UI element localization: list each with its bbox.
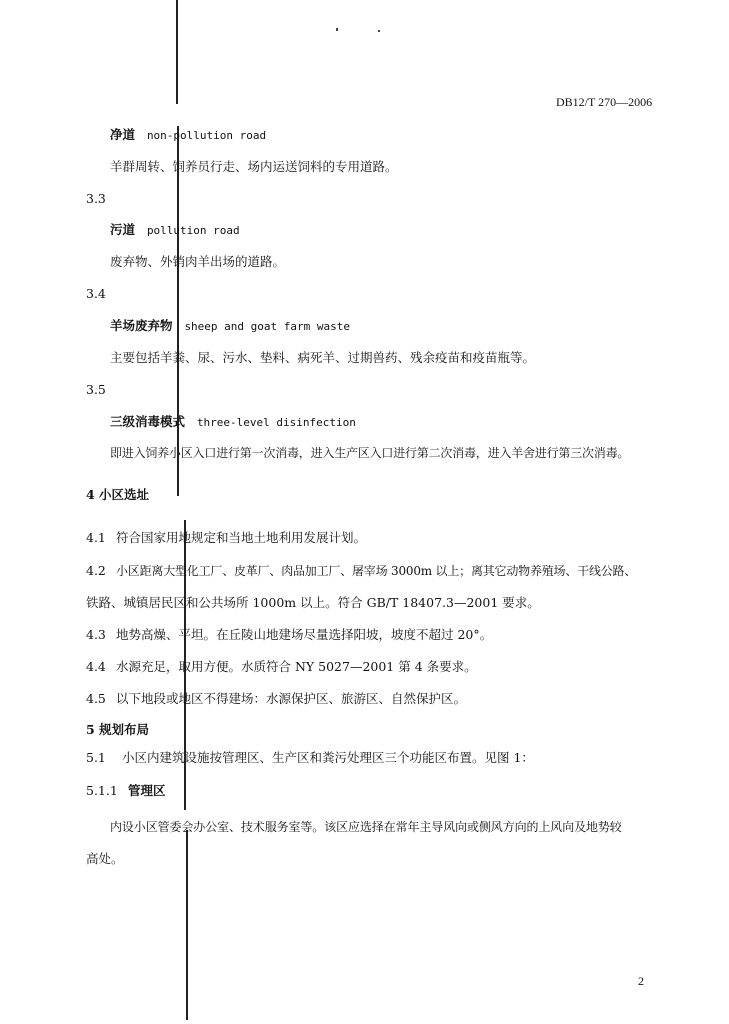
standard-code: DB12/T 270—2006 <box>556 95 653 109</box>
clause-number: 3.5 <box>86 382 106 397</box>
clause-number: 4.1 <box>86 530 106 545</box>
term-zh: 羊场废弃物 <box>110 318 173 333</box>
clause-text: 小区距离大型化工厂、皮革厂、肉品加工厂、屠宰场 3000m 以上；离其它动物养殖场、干线公路、 <box>116 564 637 578</box>
clause-number: 3.4 <box>86 286 106 301</box>
term-definition: 即进入饲养小区入口进行第一次消毒，进入生产区入口进行第二次消毒，进入羊舍进行第三次消毒。 <box>110 446 630 460</box>
term-definition: 废弃物、外销肉羊出场的道路。 <box>110 254 286 269</box>
clause-text: 小区内建筑设施按管理区、生产区和粪污处理区三个功能区布置。见图 1： <box>122 750 534 765</box>
clause-number: 3.3 <box>86 191 106 206</box>
term-definition: 羊群周转、饲养员行走、场内运送饲料的专用道路。 <box>110 159 398 174</box>
scan-dot-artifact <box>336 28 338 31</box>
term-definition: 主要包括羊粪、尿、污水、垫料、病死羊、过期兽药、残余疫苗和疫苗瓶等。 <box>110 350 536 365</box>
clause-text: 水源充足，取用方便。水质符合 NY 5027—2001 第 4 条要求。 <box>116 659 477 674</box>
term-zh: 净道 <box>110 127 136 142</box>
clause-number: 4.2 <box>86 563 106 578</box>
clause-number: 5.1 <box>86 750 106 765</box>
term-zh: 污道 <box>110 222 136 237</box>
term-zh: 三级消毒模式 <box>110 414 186 429</box>
clause-text-continued: 铁路、城镇居民区和公共场所 1000m 以上。符合 GB/T 18407.3—2001 要求。 <box>86 595 540 610</box>
scan-dot-artifact <box>378 30 380 32</box>
term-title <box>110 318 350 335</box>
clause-number: 5.1.1 <box>86 783 118 798</box>
clause-number: 4.5 <box>86 691 106 706</box>
page-number: 2 <box>638 974 644 988</box>
clause-text: 内设小区管委会办公室、技术服务室等。该区应选择在常年主导风向或侧风方向的上风向及地势较 <box>110 820 622 834</box>
term-en: three-level disinfection <box>196 416 356 429</box>
clause-number: 4.3 <box>86 627 106 642</box>
clause-number: 4.4 <box>86 659 106 674</box>
clause-text: 地势高燥、平坦。在丘陵山地建场尽量选择阳坡，坡度不超过 20°。 <box>116 627 493 642</box>
term-en: pollution road <box>146 224 240 237</box>
clause-text: 符合国家用地规定和当地土地利用发展计划。 <box>116 530 367 545</box>
term-title <box>110 222 240 239</box>
term-en: non-pollution road <box>146 129 267 142</box>
scan-line-artifact <box>177 126 179 496</box>
scan-line-artifact <box>186 830 188 1020</box>
term-en: sheep and goat farm waste <box>184 320 351 333</box>
clause-text-continued: 高处。 <box>86 851 124 866</box>
section-heading: 4 小区选址 <box>86 487 150 502</box>
scan-line-artifact <box>176 0 178 104</box>
section-heading: 5 规划布局 <box>86 722 150 737</box>
subclause-title: 管理区 <box>128 783 166 798</box>
clause-text: 以下地段或地区不得建场：水源保护区、旅游区、自然保护区。 <box>116 691 467 706</box>
term-title <box>110 127 266 144</box>
term-title <box>110 414 356 431</box>
